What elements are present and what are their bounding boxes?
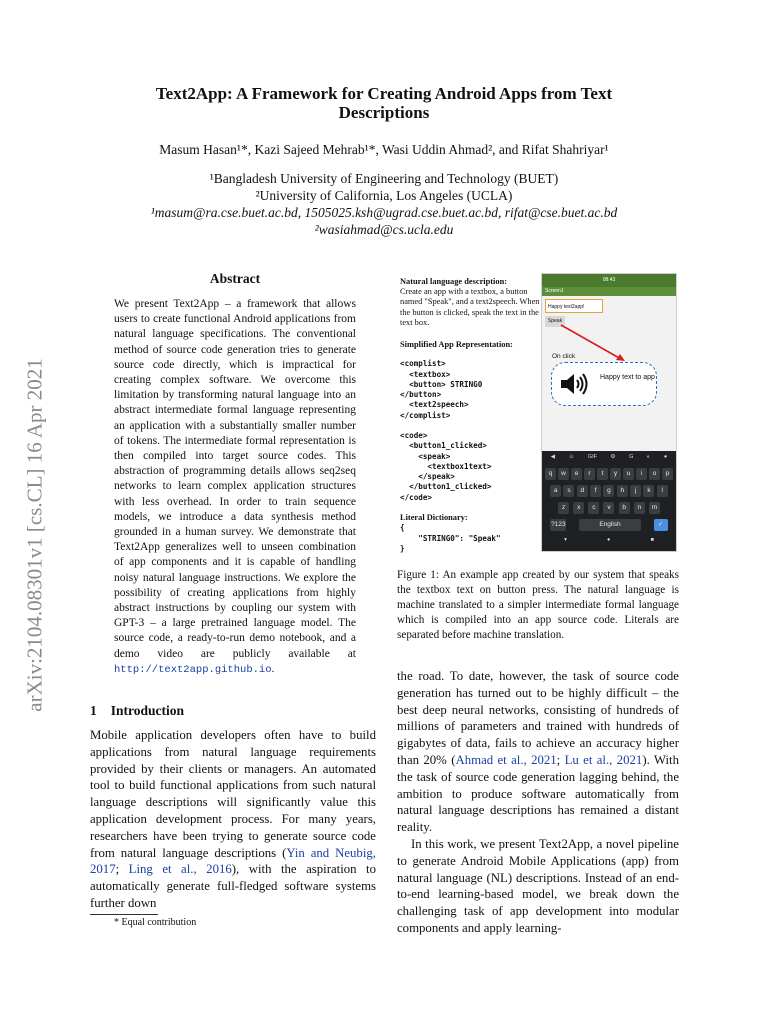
- app-textbox: Happy text2app!: [545, 299, 603, 313]
- keyboard-key: s: [563, 485, 574, 497]
- intro-paragraph: [90, 727, 376, 912]
- keyboard-key: p: [662, 468, 673, 480]
- gif-icon: GIF: [587, 454, 597, 460]
- paragraph: [397, 668, 679, 836]
- keyboard-key: e: [571, 468, 582, 480]
- check-icon: ✓: [654, 519, 668, 531]
- key-space: English: [579, 519, 641, 531]
- speech-bubble-text: Happy text to app: [600, 374, 655, 381]
- keyboard-key: m: [649, 502, 660, 514]
- keyboard-key: a: [550, 485, 561, 497]
- para-text-b: ). With the task of source code generation lagging behind, the ambition to produce software automatically from natural language descriptions has remained a distant reality.: [397, 752, 680, 835]
- email-line-2: ²wasiahmad@cs.ucla.edu: [314, 222, 454, 237]
- app-speak-button: Speak: [545, 316, 565, 327]
- affiliation-1: ¹Bangladesh University of Engineering and Technology (BUET): [209, 171, 559, 186]
- email-line-1: ¹masum@ra.cse.buet.ac.bd, 1505025.ksh@ugrad.cse.buet.ac.bd, rifat@cse.buet.ac.bd: [150, 205, 618, 220]
- mic-icon: ●: [663, 454, 668, 460]
- literal-dictionary: { "STRING0": "Speak" }: [400, 523, 501, 553]
- keyboard-key: w: [558, 468, 569, 480]
- keyboard-key: j: [630, 485, 641, 497]
- keyboard-key: k: [643, 485, 654, 497]
- abstract-end: .: [271, 662, 275, 675]
- translate-icon: G: [629, 454, 634, 460]
- keyboard-key: l: [657, 485, 668, 497]
- keyboard-key: b: [619, 502, 630, 514]
- keyboard-key: h: [617, 485, 628, 497]
- section-title: Introduction: [110, 703, 185, 718]
- dictionary-heading: Literal Dictionary:: [400, 513, 468, 523]
- keyboard-key: t: [597, 468, 608, 480]
- nl-heading: Natural language description:: [400, 277, 508, 286]
- keyboard-key: x: [573, 502, 584, 514]
- citation-separator: ;: [556, 752, 565, 767]
- keyboard-key: z: [558, 502, 569, 514]
- on-click-arrow: [541, 273, 675, 550]
- theme-icon: ◐: [646, 454, 651, 460]
- event-code: <code> <button1_clicked> <speak> <textbox1text> </speak> </button1_clicked> </code>: [400, 431, 492, 502]
- keyboard-key: f: [590, 485, 601, 497]
- author-list: Masum Hasan¹*, Kazi Sajeed Mehrab¹*, Wasi Uddin Ahmad², and Rifat Shahriyar¹: [159, 142, 609, 157]
- project-link[interactable]: http://text2app.github.io: [114, 663, 272, 676]
- keyboard-key: i: [636, 468, 647, 480]
- nl-description: Create an app with a textbox, a button named "Speak", and a text2speech. When the button is clicked, speak the text in the text box.: [400, 287, 540, 327]
- keyboard-key: y: [610, 468, 621, 480]
- intro-text-a: Mobile application developers often have to build applications from natural language requirements provided by their clients or managers. An automated tool to build functional applications from such natural language descriptions will significantly value this application development process. For many years, researchers have been trying to generate source code from natural language descriptions (: [90, 728, 376, 860]
- para-text-a: the road. To date, however, the task of source code generation has turned out to be highly difficult – the best deep neural networks, consisting of hundreds of millions of parameters and trained with hundreds of gigabytes of data, fails to achieve an accuracy higher than 20% (: [397, 669, 679, 767]
- on-click-label: On click: [552, 353, 576, 360]
- footnote-rule: [90, 914, 158, 915]
- nav-down-icon: ▾: [564, 537, 567, 543]
- sar-heading: Simplified App Representation:: [400, 340, 513, 350]
- keyboard-key: g: [603, 485, 614, 497]
- citation-link[interactable]: Ahmad et al., 2021: [455, 752, 557, 767]
- nav-home-icon: ●: [607, 537, 611, 543]
- section-heading: [90, 703, 184, 719]
- figure-text-panel: [400, 277, 540, 554]
- paper-title: Text2App: A Framework for Creating Android Apps from Text Descriptions: [155, 84, 613, 122]
- keyboard-key: r: [584, 468, 595, 480]
- key-num: ?123: [550, 519, 566, 531]
- paragraph: In this work, we present Text2App, a novel pipeline to generate Android Mobile Applications (app) from natural language (NL) descriptions. Instead of an end-to-end learning-based model, we break down the challenging task of app development into modular components and apply learning-: [397, 836, 679, 935]
- affiliation-2: ²University of California, Los Angeles (UCLA): [255, 188, 513, 203]
- intro-text-b: ), with the aspiration to automatically generate full-fledged software systems further down: [90, 862, 376, 910]
- keyboard-key: q: [545, 468, 556, 480]
- abstract-text: We present Text2App – a framework that allows users to create functional Android applications from natural language specifications. The conventional method of source code generation tries to generate source code directly, which is impractical for creating complex software. We overcome this limitation by transforming natural language into an abstract intermediate formal language representing an application with a substantially smaller number of tokens. The intermediate formal representation is then compiled into target source codes. This abstraction of programming details allows seq2seq networks to learn complex application structures with less overhead. In order to train sequence models, we introduce a data synthesis method grounded in a human survey. We demonstrate that Text2App generalizes well to unseen combination of app components and it is capable of handling noisy natural language instructions. We explore the possibility of creating applications from highly abstract instructions by coupling our system with GPT-3 – a large pretrained language model. The source code, a ready-to-run demo notebook, and a demo video are publicly available at: [114, 298, 356, 660]
- right-column-text: [397, 668, 679, 937]
- keyboard-menu-icon: ◀: [550, 454, 556, 460]
- citation-link[interactable]: Ling et al., 2016: [128, 862, 232, 877]
- citation-link[interactable]: Yin and Neubig, 2017: [90, 845, 376, 877]
- nav-recents-icon: ■: [650, 537, 654, 543]
- abstract-body: [114, 297, 356, 678]
- citation-link[interactable]: Lu et al., 2021: [564, 752, 643, 767]
- app-title-bar: Screen1: [542, 287, 676, 296]
- citation-separator: ;: [115, 862, 129, 877]
- keyboard-key: v: [603, 502, 614, 514]
- status-bar: 08:43: [542, 274, 676, 287]
- arxiv-stamp: [15, 320, 55, 750]
- emoji-icon: ☺: [568, 454, 575, 460]
- arxiv-id: arXiv:2104.08301v1 [cs.CL] 16 Apr 2021: [22, 358, 47, 712]
- keyboard-key: o: [649, 468, 660, 480]
- complist-code: <complist> <textbox> <button> STRING0 </button> <text2speech> </complist>: [400, 359, 483, 420]
- keyboard-key: c: [588, 502, 599, 514]
- keyboard-key: n: [634, 502, 645, 514]
- footnote: * Equal contribution: [114, 917, 197, 928]
- figure-caption: Figure 1: An example app created by our system that speaks the textbox text on button press. The natural language is machine translated to a simpler intermediate formal language which is compiled into an app source code. Literals are separated before machine translation.: [397, 569, 679, 641]
- keyboard-key: d: [577, 485, 588, 497]
- abstract-heading: Abstract: [209, 271, 261, 286]
- section-number: 1: [90, 703, 97, 718]
- affiliations: [60, 170, 708, 238]
- keyboard-key: u: [623, 468, 634, 480]
- settings-icon: ⚙: [610, 454, 616, 460]
